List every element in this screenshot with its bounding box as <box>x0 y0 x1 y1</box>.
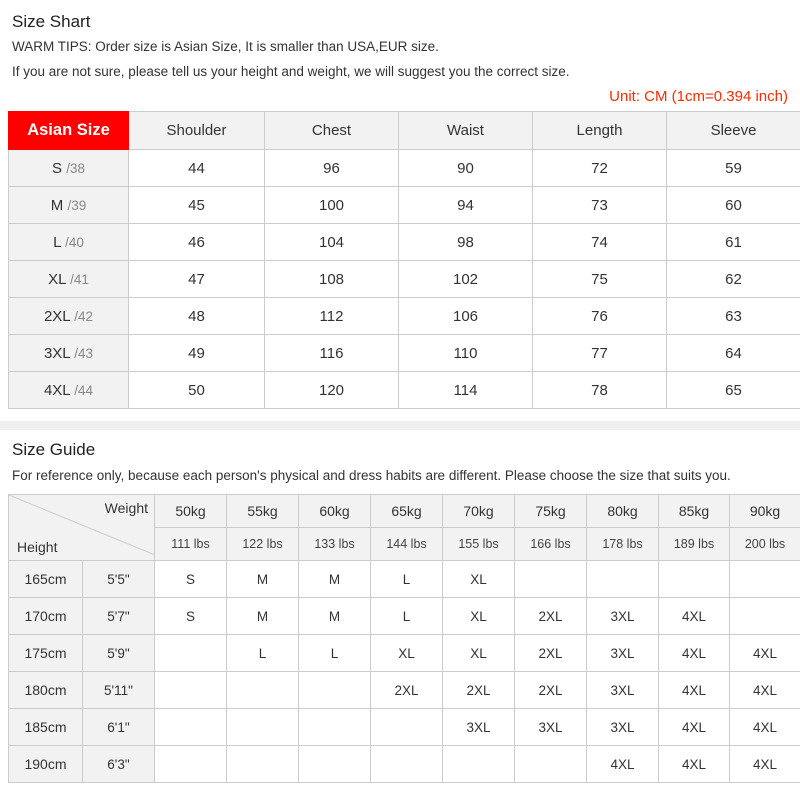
weight-lbs-header: 178 lbs <box>587 528 659 561</box>
guide-cell: 3XL <box>587 709 659 746</box>
guide-cell: 3XL <box>587 635 659 672</box>
cell-waist: 102 <box>399 261 533 298</box>
table-row <box>9 150 800 187</box>
guide-cell: 4XL <box>730 709 800 746</box>
size-eu: /40 <box>65 234 84 250</box>
cell-sleeve: 61 <box>667 224 800 261</box>
weight-kg-header: 55kg <box>227 495 299 528</box>
guide-cell: 3XL <box>587 672 659 709</box>
unit-note: Unit: CM (1cm=0.394 inch) <box>609 88 788 106</box>
cell-chest: 108 <box>265 261 399 298</box>
guide-cell: S <box>155 561 227 598</box>
row-size-label <box>9 335 129 372</box>
weight-lbs-header: 111 lbs <box>155 528 227 561</box>
guide-cell: M <box>299 598 371 635</box>
guide-cell: XL <box>443 598 515 635</box>
weight-kg-header: 60kg <box>299 495 371 528</box>
guide-cell: S <box>155 598 227 635</box>
cell-length: 76 <box>533 298 667 335</box>
axis-label-height: Height <box>17 539 58 555</box>
guide-cell <box>730 598 800 635</box>
size-guide-title: Size Guide <box>12 440 96 460</box>
guide-cell: 2XL <box>443 672 515 709</box>
column-header-waist: Waist <box>399 112 533 150</box>
guide-cell: 3XL <box>515 709 587 746</box>
table-row <box>9 672 800 709</box>
row-height-cm: 180cm <box>9 672 83 709</box>
guide-cell <box>515 746 587 783</box>
row-size-label <box>9 372 129 409</box>
size-name: L <box>53 233 61 251</box>
cell-chest: 116 <box>265 335 399 372</box>
cell-length: 72 <box>533 150 667 187</box>
size-name: 4XL <box>43 381 71 399</box>
cell-sleeve: 60 <box>667 187 800 224</box>
size-guide-section <box>0 430 800 783</box>
cell-shoulder: 44 <box>129 150 265 187</box>
column-header-shoulder: Shoulder <box>129 112 265 150</box>
axis-corner-cell <box>9 495 155 561</box>
cell-shoulder: 46 <box>129 224 265 261</box>
weight-lbs-header: 122 lbs <box>227 528 299 561</box>
weight-lbs-header: 189 lbs <box>659 528 730 561</box>
cell-waist: 110 <box>399 335 533 372</box>
guide-cell: 2XL <box>371 672 443 709</box>
table-row <box>9 261 800 298</box>
column-header-chest: Chest <box>265 112 399 150</box>
guide-cell: 4XL <box>730 746 800 783</box>
size-eu: /38 <box>66 160 85 176</box>
cell-chest: 104 <box>265 224 399 261</box>
guide-cell: M <box>227 598 299 635</box>
guide-cell: XL <box>443 561 515 598</box>
table-row <box>9 298 800 335</box>
size-eu: /42 <box>74 308 94 324</box>
guide-cell: 3XL <box>587 598 659 635</box>
row-size-label <box>9 261 129 298</box>
guide-cell <box>371 709 443 746</box>
guide-cell: 4XL <box>659 746 730 783</box>
guide-cell: 4XL <box>730 672 800 709</box>
cell-sleeve: 63 <box>667 298 800 335</box>
size-guide-table <box>8 494 800 783</box>
guide-cell <box>155 672 227 709</box>
guide-cell <box>659 561 730 598</box>
guide-cell: M <box>227 561 299 598</box>
weight-kg-header: 80kg <box>587 495 659 528</box>
weight-kg-header: 90kg <box>730 495 800 528</box>
weight-lbs-header: 133 lbs <box>299 528 371 561</box>
weight-lbs-header: 155 lbs <box>443 528 515 561</box>
guide-cell <box>299 672 371 709</box>
size-chart-title: Size Shart <box>12 12 91 31</box>
weight-kg-header: 50kg <box>155 495 227 528</box>
row-size-label <box>9 150 129 187</box>
cell-sleeve: 65 <box>667 372 800 409</box>
size-chart-header-row <box>9 112 800 150</box>
size-name: XL <box>48 270 66 288</box>
weight-lbs-header: 144 lbs <box>371 528 443 561</box>
cell-chest: 100 <box>265 187 399 224</box>
table-row <box>9 187 800 224</box>
cell-length: 73 <box>533 187 667 224</box>
row-height-cm: 185cm <box>9 709 83 746</box>
size-guide-header-row <box>9 495 800 528</box>
row-height-ft: 5'9" <box>83 635 155 672</box>
cell-chest: 96 <box>265 150 399 187</box>
column-header-sleeve: Sleeve <box>667 112 800 150</box>
guide-cell: 4XL <box>659 635 730 672</box>
cell-shoulder: 49 <box>129 335 265 372</box>
cell-shoulder: 48 <box>129 298 265 335</box>
guide-cell <box>443 746 515 783</box>
warm-tip-line-2: If you are not sure, please tell us your height and weight, we will suggest you the correct size. <box>12 64 570 80</box>
weight-kg-header: 75kg <box>515 495 587 528</box>
cell-waist: 90 <box>399 150 533 187</box>
size-eu: /39 <box>67 197 87 213</box>
guide-cell <box>587 561 659 598</box>
guide-cell: 2XL <box>515 672 587 709</box>
table-row <box>9 372 800 409</box>
guide-cell <box>227 672 299 709</box>
guide-cell: 2XL <box>515 598 587 635</box>
size-name: M <box>50 196 64 214</box>
table-row <box>9 635 800 672</box>
cell-waist: 94 <box>399 187 533 224</box>
cell-sleeve: 62 <box>667 261 800 298</box>
axis-label-weight: Weight <box>104 500 148 516</box>
guide-cell <box>227 746 299 783</box>
guide-cell: 4XL <box>659 598 730 635</box>
table-row <box>9 746 800 783</box>
guide-cell: L <box>371 598 443 635</box>
size-eu: /43 <box>74 345 94 361</box>
guide-cell: L <box>371 561 443 598</box>
row-height-cm: 190cm <box>9 746 83 783</box>
row-size-label <box>9 224 129 261</box>
table-row <box>9 335 800 372</box>
guide-cell <box>299 746 371 783</box>
guide-cell: 4XL <box>730 635 800 672</box>
row-size-label <box>9 187 129 224</box>
guide-cell: 4XL <box>659 672 730 709</box>
cell-shoulder: 47 <box>129 261 265 298</box>
column-header-length: Length <box>533 112 667 150</box>
guide-cell <box>227 709 299 746</box>
guide-cell: 3XL <box>443 709 515 746</box>
row-height-ft: 6'3" <box>83 746 155 783</box>
row-size-label <box>9 298 129 335</box>
cell-waist: 114 <box>399 372 533 409</box>
column-header-asian-size: Asian Size <box>9 112 129 150</box>
size-chart-table <box>8 111 800 409</box>
table-row <box>9 561 800 598</box>
weight-lbs-header: 166 lbs <box>515 528 587 561</box>
table-row <box>9 598 800 635</box>
guide-cell: 2XL <box>515 635 587 672</box>
table-row <box>9 224 800 261</box>
cell-length: 74 <box>533 224 667 261</box>
row-height-ft: 5'11" <box>83 672 155 709</box>
weight-lbs-header: 200 lbs <box>730 528 800 561</box>
cell-length: 78 <box>533 372 667 409</box>
size-name: 3XL <box>43 344 71 362</box>
guide-cell <box>515 561 587 598</box>
guide-cell <box>371 746 443 783</box>
cell-length: 75 <box>533 261 667 298</box>
guide-cell: 4XL <box>659 709 730 746</box>
size-name: 2XL <box>43 307 71 325</box>
size-name: S <box>52 159 63 177</box>
row-height-cm: 175cm <box>9 635 83 672</box>
guide-cell: XL <box>443 635 515 672</box>
guide-cell <box>155 635 227 672</box>
cell-shoulder: 50 <box>129 372 265 409</box>
size-eu: /41 <box>70 271 89 287</box>
size-guide-note: For reference only, because each person's physical and dress habits are different. Please choose the size that suits you. <box>12 468 731 484</box>
section-divider <box>0 421 800 430</box>
row-height-cm: 170cm <box>9 598 83 635</box>
guide-cell: M <box>299 561 371 598</box>
warm-tip-line-1: WARM TIPS: Order size is Asian Size, It is smaller than USA,EUR size. <box>12 39 439 54</box>
row-height-cm: 165cm <box>9 561 83 598</box>
cell-waist: 98 <box>399 224 533 261</box>
weight-kg-header: 65kg <box>371 495 443 528</box>
guide-cell: L <box>299 635 371 672</box>
guide-cell: L <box>227 635 299 672</box>
row-height-ft: 5'5" <box>83 561 155 598</box>
guide-cell <box>299 709 371 746</box>
weight-kg-header: 85kg <box>659 495 730 528</box>
guide-cell: 4XL <box>587 746 659 783</box>
cell-chest: 120 <box>265 372 399 409</box>
guide-cell: XL <box>371 635 443 672</box>
row-height-ft: 5'7" <box>83 598 155 635</box>
cell-length: 77 <box>533 335 667 372</box>
guide-cell <box>730 561 800 598</box>
row-height-ft: 6'1" <box>83 709 155 746</box>
cell-sleeve: 59 <box>667 150 800 187</box>
cell-shoulder: 45 <box>129 187 265 224</box>
cell-chest: 112 <box>265 298 399 335</box>
weight-kg-header: 70kg <box>443 495 515 528</box>
guide-cell <box>155 746 227 783</box>
table-row <box>9 709 800 746</box>
cell-waist: 106 <box>399 298 533 335</box>
size-eu: /44 <box>74 382 94 398</box>
guide-cell <box>155 709 227 746</box>
cell-sleeve: 64 <box>667 335 800 372</box>
